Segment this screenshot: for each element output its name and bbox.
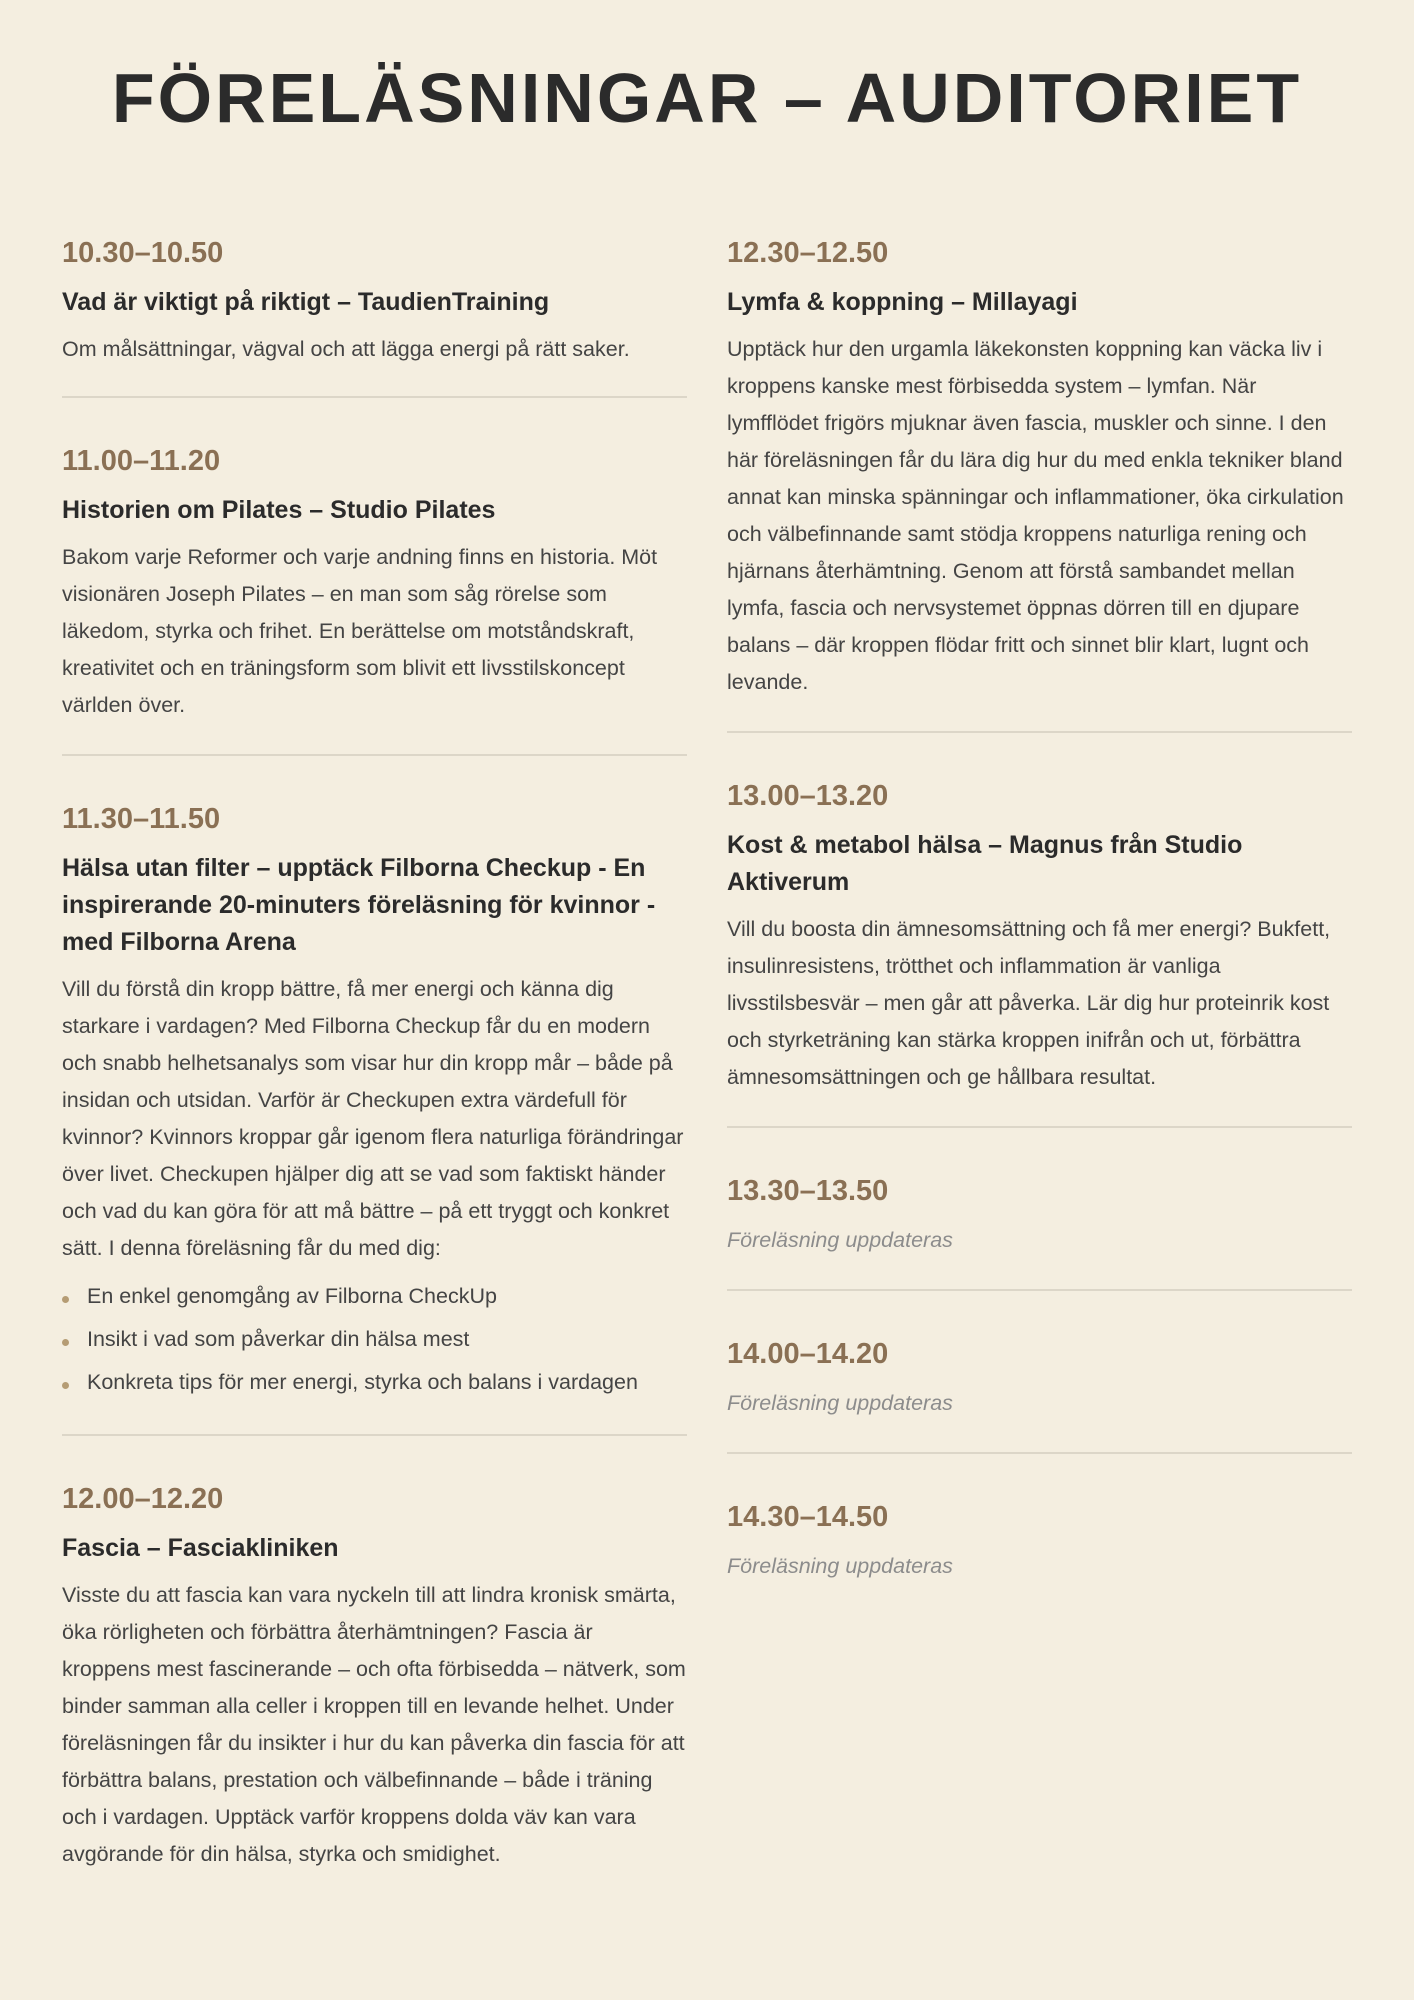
session-time: 11.00–11.20 — [62, 445, 221, 477]
session-item — [727, 1329, 1352, 1454]
session-placeholder: Föreläsning uppdateras — [727, 1391, 953, 1415]
list-item — [62, 1361, 687, 1404]
session-item — [727, 1492, 1352, 1615]
left-column — [62, 228, 687, 1903]
session-time: 12.30–12.50 — [727, 237, 889, 269]
session-item — [727, 228, 1352, 733]
takeaway-list — [62, 1275, 687, 1404]
session-title: Lymfa & koppning – Millayagi — [727, 288, 1078, 316]
session-item — [62, 794, 687, 1436]
list-item-text: Insikt i vad som påverkar din hälsa mest — [87, 1327, 470, 1351]
session-time: 14.00–14.20 — [727, 1338, 889, 1370]
schedule-columns — [62, 228, 1352, 1903]
session-title: Hälsa utan filter – upptäck Filborna Checkup - En inspirerande 20-minuters föreläsning för kvinnor - med Filborna Arena — [62, 854, 656, 956]
session-placeholder: Föreläsning uppdateras — [727, 1228, 953, 1252]
session-item — [727, 771, 1352, 1128]
session-item — [62, 436, 687, 756]
session-time: 11.30–11.50 — [62, 803, 221, 835]
session-description: Vill du boosta din ämnesomsättning och få mer energi? Bukfett, insulinresistens, trötthet och inflammation är vanliga livsstilsbesvär – men går att påverka. Lär dig hur proteinrik kost och styrketräning kan stärka kroppen inifrån och ut, förbättra ämnesomsättningen och ge hållbara resultat. — [727, 917, 1331, 1089]
session-time: 10.30–10.50 — [62, 237, 224, 269]
page-title: FÖRELÄSNINGAR – AUDITORIET — [111, 59, 1303, 137]
session-time: 12.00–12.20 — [62, 1483, 224, 1515]
session-placeholder: Föreläsning uppdateras — [727, 1554, 953, 1578]
session-title: Kost & metabol hälsa – Magnus från Studio Aktiverum — [727, 831, 1243, 896]
session-item — [62, 228, 687, 398]
bullet-icon — [62, 1296, 69, 1303]
session-time: 13.00–13.20 — [727, 780, 889, 812]
list-item — [62, 1275, 687, 1318]
session-item — [62, 1474, 687, 1903]
right-column — [727, 228, 1352, 1903]
session-time: 13.30–13.50 — [727, 1175, 889, 1207]
session-description: Vill du förstå din kropp bättre, få mer energi och känna dig starkare i vardagen? Med Filborna Checkup får du en modern och snabb helhetsanalys som visar hur din kropp mår – både på insidan och utsidan. Varför är Checkupen extra värdefull för kvinnor? Kvinnors kroppar går igenom flera naturliga förändringar över livet. Checkupen hjälper dig att se vad som faktiskt händer och vad du kan göra för att må bättre – på ett tryggt och konkret sätt. I denna föreläsning får du med dig: — [62, 977, 684, 1260]
session-description: Upptäck hur den urgamla läkekonsten koppning kan väcka liv i kroppens kanske mest förbisedda system – lymfan. När lymfflödet frigörs mjuknar även fascia, muskler och sinne. I den här föreläsningen får du lära dig hur du med enkla tekniker bland annat kan minska spänningar och inflammationer, öka cirkulation och välbefinnande samt stödja kroppens naturliga rening och hjärnans återhämtning. Genom att förstå sambandet mellan lymfa, fascia och nervsystemet öppnas dörren till en djupare balans – där kroppen flödar fritt och sinnet blir klart, lugnt och levande. — [727, 337, 1344, 694]
list-item-text: En enkel genomgång av Filborna CheckUp — [87, 1284, 497, 1308]
bullet-icon — [62, 1382, 69, 1389]
session-title: Historien om Pilates – Studio Pilates — [62, 496, 496, 524]
list-item — [62, 1318, 687, 1361]
session-time: 14.30–14.50 — [727, 1501, 889, 1533]
list-item-text: Konkreta tips för mer energi, styrka och balans i vardagen — [87, 1370, 638, 1394]
session-title: Vad är viktigt på riktigt – TaudienTraining — [62, 288, 550, 316]
session-item — [727, 1166, 1352, 1291]
session-description: Bakom varje Reformer och varje andning finns en historia. Möt visionären Joseph Pilates – en man som såg rörelse som läkedom, styrka och frihet. En berättelse om motståndskraft, kreativitet och en träningsform som blivit ett livsstilskoncept världen över. — [62, 545, 658, 717]
session-description: Visste du att fascia kan vara nyckeln till att lindra kronisk smärta, öka rörligheten och förbättra återhämtningen? Fascia är kroppens mest fascinerande – och ofta förbisedda – nätverk, som binder samman alla celler i kroppen till en levande helhet. Under föreläsningen får du insikter i hur du kan påverka din fascia för att förbättra balans, prestation och välbefinnande – både i träning och i vardagen. Upptäck varför kroppens dolda väv kan vara avgörande för din hälsa, styrka och smidighet. — [62, 1583, 686, 1866]
bullet-icon — [62, 1339, 69, 1346]
session-description: Om målsättningar, vägval och att lägga energi på rätt saker. — [62, 337, 630, 361]
session-title: Fascia – Fasciakliniken — [62, 1534, 339, 1562]
